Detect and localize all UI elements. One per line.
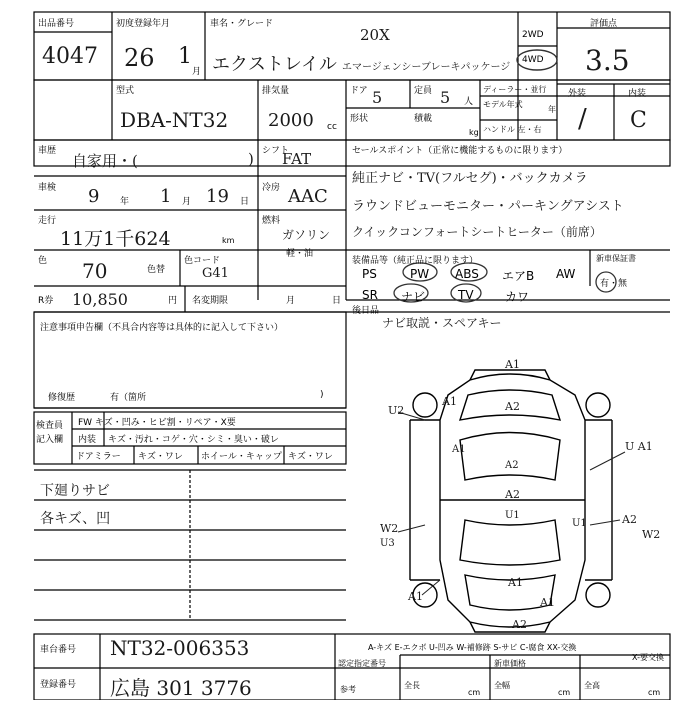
inspector-row-3-label: ドアミラー <box>76 452 121 462</box>
insp-year-unit: 年 <box>120 197 130 207</box>
equip-label: 装備品等（純正品に限ります） <box>352 256 479 266</box>
lot-number: 4047 <box>42 44 98 69</box>
reg-value: 広島 301 3776 <box>110 676 252 700</box>
sales-line-2: ラウンドビューモニター・パーキングアシスト <box>352 199 624 214</box>
ac-label: 冷房 <box>262 183 281 193</box>
model-label: 車名・グレード <box>210 19 274 29</box>
height-label: 全高 <box>584 681 600 690</box>
mark-w2-right: W2 <box>642 528 661 541</box>
inspector-row-3-c: キズ・ワレ <box>288 452 333 462</box>
inspector-title-2: 記入欄 <box>36 435 64 445</box>
equip-sr: SR <box>362 288 378 302</box>
car-name: エクストレイル <box>212 54 337 75</box>
equip-abs: ABS <box>455 267 479 281</box>
mark-ua1-right: U A1 <box>625 440 653 453</box>
inspector-title-1: 検査員 <box>36 421 64 431</box>
lot-label: 出品番号 <box>38 19 75 29</box>
remarks-line-2: 各キズ、凹 <box>40 511 111 527</box>
mark-u1-right: U1 <box>572 518 587 529</box>
length-label: 全長 <box>404 681 420 690</box>
equip-airbag: エアB <box>502 269 535 283</box>
equip-tv: TV <box>458 288 474 302</box>
grade-code: 20X <box>360 26 390 44</box>
mark-u2: U2 <box>388 404 405 417</box>
sales-line-3: クイックコンフォートシートヒーター（前席） <box>352 225 602 239</box>
insp-month: 1 <box>160 186 172 207</box>
recycle-label: R券 <box>38 296 54 306</box>
drive-2wd: 2WD <box>522 30 544 40</box>
type-label: 型式 <box>116 86 135 96</box>
interior-value: C <box>630 108 647 133</box>
mark-w2-left: W2 <box>380 522 399 535</box>
cert-label: 認定指定番号 <box>338 659 386 668</box>
displacement-label: 排気量 <box>262 86 290 96</box>
reg-month: 1 <box>178 44 192 69</box>
color-value: 70 <box>82 259 108 283</box>
after-value: ナビ取説・スペアキー <box>382 316 502 330</box>
load-label: 積載 <box>414 114 433 124</box>
grade-extra: エマージェンシーブレーキパッケージ <box>342 62 511 73</box>
mark-a2-center: A2 <box>505 460 519 471</box>
year-unit: 年 <box>548 105 556 114</box>
insp-month-unit: 月 <box>182 197 192 207</box>
sales-line-1: 純正ナビ・TV(フルセグ)・バックカメラ <box>352 171 588 186</box>
remarks-line-1: 下廻りサビ <box>40 483 110 499</box>
dealer-label: ディーラー・並行 <box>483 85 547 94</box>
fuel-value: ガソリン <box>282 228 331 242</box>
equip-ps: PS <box>362 267 377 281</box>
title-day: 日 <box>332 296 342 306</box>
color-code-label: 色コード <box>184 256 221 266</box>
handle-label: ハンドル 左・右 <box>483 125 542 134</box>
color-label: 色 <box>38 256 48 266</box>
drive-4wd: 4WD <box>522 55 544 65</box>
repair-value: 有（箇所 <box>110 393 147 403</box>
displacement-value: 2000 <box>268 110 314 131</box>
fuel-diesel: 軽・油 <box>286 249 314 259</box>
mark-a2-right: A2 <box>622 513 637 526</box>
exterior-value: / <box>578 104 587 134</box>
after-label: 後日品 <box>352 306 380 316</box>
shape-label: 形状 <box>350 114 369 124</box>
insp-day: 19 <box>206 186 229 207</box>
first-reg-label: 初度登録年月 <box>116 19 171 29</box>
mark-a1-top: A1 <box>505 358 520 371</box>
mark-a1-left: A1 <box>452 444 466 455</box>
kg-unit: kg <box>469 128 479 137</box>
color-code-value: G41 <box>202 266 229 281</box>
inspector-row-2-label: 内装 <box>78 435 97 445</box>
chassis-value: NT32-006353 <box>110 636 250 660</box>
fuel-label: 燃料 <box>262 216 281 226</box>
new-price-label: 新車価格 <box>494 659 526 668</box>
mark-a1-front-left: A1 <box>442 395 457 408</box>
shift-label: シフト <box>262 146 290 156</box>
inspector-row-2: キズ・汚れ・コゲ・穴・シミ・臭い・破レ <box>108 435 279 445</box>
use-value: 自家用・( <box>72 152 138 170</box>
chassis-label: 車台番号 <box>40 645 77 655</box>
mark-a2-roof: A2 <box>505 488 520 501</box>
cc-unit: cc <box>327 122 337 132</box>
yen-unit: 円 <box>168 296 178 306</box>
damage-legend-2: X-要交換 <box>632 653 664 662</box>
doors-label: ドア <box>350 86 368 96</box>
repair-label: 修復歴 <box>48 393 76 403</box>
capacity-value: 5 <box>440 88 451 107</box>
score: 3.5 <box>585 44 630 77</box>
insp-year: 9 <box>88 186 100 207</box>
mark-a1-rear-left: A1 <box>408 590 423 603</box>
height-cm: cm <box>648 688 661 697</box>
exterior-label: 外装 <box>568 89 587 99</box>
reg-year: 26 <box>124 44 155 72</box>
mileage-value: 11万1千624 <box>60 228 171 250</box>
sales-label: セールスポイント（正常に機能するものに限ります） <box>352 146 568 156</box>
mark-a1-rear-right: A1 <box>540 596 555 609</box>
insp-day-unit: 日 <box>240 197 250 207</box>
equip-aw: AW <box>556 267 576 281</box>
model-year-label: モデル年式 <box>483 100 523 109</box>
score-label: 評価点 <box>590 19 618 29</box>
inspector-row-1: FW キズ・凹み・ヒビ割・リペア・X要 <box>78 418 236 428</box>
mark-a2-rear: A2 <box>512 618 527 631</box>
length-cm: cm <box>468 688 481 697</box>
color-change-label: 色替 <box>147 265 166 275</box>
equip-pw: PW <box>410 267 430 281</box>
inspection-label: 車検 <box>38 183 57 193</box>
capacity-label: 定員 <box>414 86 433 96</box>
width-label: 全幅 <box>494 681 510 690</box>
use-paren: ) <box>248 150 254 168</box>
doors-value: 5 <box>372 88 383 107</box>
mark-u3: U3 <box>380 538 395 549</box>
width-cm: cm <box>558 688 571 697</box>
inspector-row-3-a: キズ・ワレ <box>138 452 183 462</box>
reference-label: 参考 <box>340 685 356 694</box>
inspector-row-3-b: ホイール・キャップ <box>201 452 282 462</box>
shift-value: FAT <box>282 150 312 168</box>
use-label: 車歴 <box>38 146 57 156</box>
interior-label: 内装 <box>628 89 647 99</box>
mark-a2-hood: A2 <box>505 400 520 413</box>
repair-paren: ) <box>320 390 324 400</box>
person-unit: 人 <box>464 97 474 107</box>
title-month: 月 <box>286 296 296 306</box>
notes-heading: 注意事項申告欄（不具合内容等は具体的に記入して下さい） <box>40 323 284 333</box>
equip-navi: ナビ <box>401 290 426 304</box>
damage-legend: A-キズ E-エクボ U-凹み W-補修跡 S-サビ C-腐食 XX-交換 <box>368 643 577 652</box>
equip-leather: カワ <box>505 290 530 304</box>
recycle-value: 10,850 <box>72 290 128 309</box>
type-value: DBA-NT32 <box>120 108 229 132</box>
mileage-label: 走行 <box>38 216 57 226</box>
km-unit: km <box>222 236 235 245</box>
reg-label: 登録番号 <box>40 680 77 690</box>
title-label: 名変期限 <box>192 296 229 306</box>
new-warranty-label: 新車保証書 <box>596 254 636 263</box>
month-unit: 月 <box>192 67 202 77</box>
mark-u1: U1 <box>505 510 520 521</box>
warranty-value: 有・無 <box>600 279 628 289</box>
ac-value: AAC <box>288 186 328 207</box>
mark-a1-trunk: A1 <box>508 576 523 589</box>
